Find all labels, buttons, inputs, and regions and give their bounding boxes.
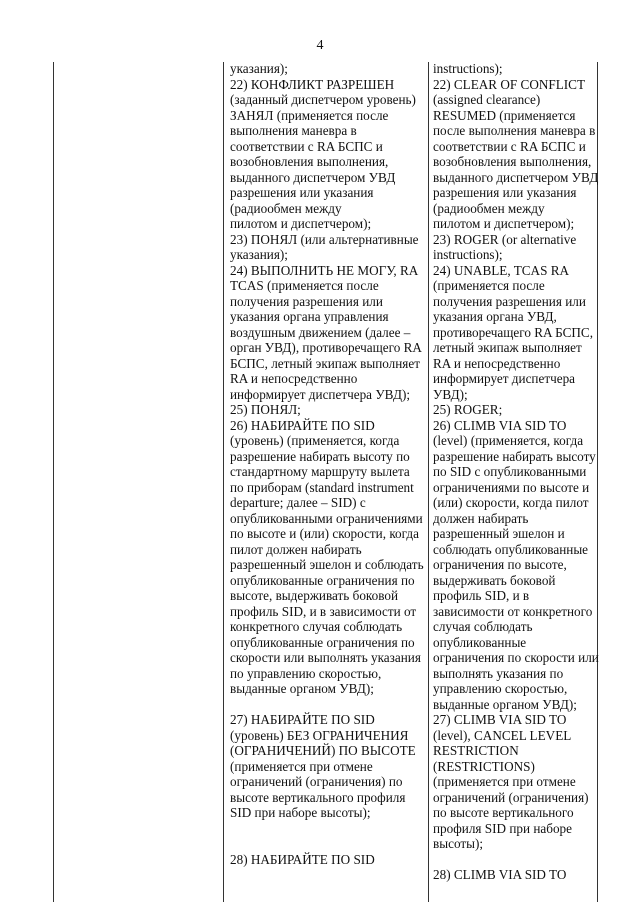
text-line: разрешение набирать высоту bbox=[433, 448, 596, 464]
text-line: SID при наборе высоты); bbox=[230, 805, 371, 820]
text-line: орган УВД), противоречащего RA bbox=[230, 340, 422, 355]
text-line: опубликованные ограничения по bbox=[230, 634, 415, 650]
text-line: по управлению скоростью, bbox=[230, 665, 382, 681]
text-line: (применяется после bbox=[433, 278, 545, 293]
text-line: (RESTRICTIONS) bbox=[433, 758, 535, 774]
text-line: опубликованными ограничениями bbox=[230, 510, 423, 526]
text-line: RESUMED (применяется bbox=[433, 107, 576, 123]
text-line: 25) ПОНЯЛ; bbox=[230, 402, 301, 417]
text-line: по SID с опубликованными bbox=[433, 464, 587, 479]
text-line: (применяется при отмене bbox=[433, 774, 576, 789]
text-line: 25) ROGER; bbox=[433, 402, 503, 417]
text-line: высоты); bbox=[433, 836, 484, 851]
text-line: 24) UNABLE, TCAS RA bbox=[433, 262, 570, 278]
text-line bbox=[230, 836, 426, 852]
text-line: ограничениями по высоте и bbox=[433, 479, 590, 495]
text-line: профиль SID, и в зависимости от bbox=[230, 603, 417, 619]
text-line: выполнения маневра в bbox=[230, 123, 357, 138]
text-line: конкретного случая соблюдать bbox=[230, 619, 403, 634]
text-line: выданные органом УВД); bbox=[433, 696, 577, 712]
table-border-left bbox=[53, 62, 54, 902]
text-line: 27) CLIMB VIA SID TO bbox=[433, 712, 567, 727]
text-line: ЗАНЯЛ (применяется после bbox=[230, 107, 389, 123]
text-line: ограничения по высоте, bbox=[433, 557, 567, 572]
text-line: выданные органом УВД); bbox=[230, 681, 374, 696]
text-line: 27) НАБИРАЙТЕ ПО SID bbox=[230, 712, 375, 727]
text-line: скорости или выполнять указания bbox=[230, 650, 421, 665]
text-line: воздушным движением (далее – bbox=[230, 324, 411, 340]
text-line: (уровень) БЕЗ ОГРАНИЧЕНИЯ bbox=[230, 727, 409, 743]
text-line: должен набирать bbox=[433, 510, 529, 526]
text-line: instructions); bbox=[433, 247, 503, 262]
text-line: ограничения по скорости или bbox=[433, 650, 599, 665]
text-line: случая соблюдать bbox=[433, 619, 533, 634]
text-line: разрешенный эшелон и соблюдать bbox=[230, 557, 424, 572]
text-line: летный экипаж выполняет bbox=[433, 340, 582, 355]
text-line: 23) ПОНЯЛ (или альтернативные bbox=[230, 231, 419, 247]
text-line: (ОГРАНИЧЕНИЙ) ПО ВЫСОТЕ bbox=[230, 743, 416, 758]
text-line: (level) (применяется, когда bbox=[433, 433, 584, 448]
russian-column bbox=[230, 61, 426, 867]
text-line: БСПС, летный экипаж выполняет bbox=[230, 355, 420, 371]
text-line: разрешенный эшелон и bbox=[433, 526, 565, 541]
text-line: пилотом и диспетчером); bbox=[433, 216, 575, 231]
text-line: указания); bbox=[230, 247, 288, 262]
text-line: стандартному маршруту вылета bbox=[230, 464, 410, 479]
text-line: ограничений (ограничения) bbox=[433, 789, 589, 805]
english-column bbox=[433, 61, 603, 883]
text-line: TCAS (применяется после bbox=[230, 278, 379, 293]
text-line: (assigned clearance) bbox=[433, 92, 541, 107]
text-line: профиля SID при наборе bbox=[433, 820, 573, 836]
text-line: высоте вертикального профиля bbox=[230, 789, 406, 805]
text-line: разрешения или указания bbox=[230, 185, 374, 200]
text-line: 24) ВЫПОЛНИТЬ НЕ МОГУ, RA bbox=[230, 262, 419, 278]
text-line: разрешения или указания bbox=[433, 185, 577, 200]
text-line: возобновления выполнения, bbox=[230, 154, 389, 169]
text-line bbox=[230, 697, 426, 713]
text-line: 23) ROGER (or alternative bbox=[433, 231, 577, 247]
text-line: противоречащего RA БСПС, bbox=[433, 324, 593, 340]
text-line: высоте, выдерживать боковой bbox=[230, 588, 399, 603]
text-line: соблюдать опубликованные bbox=[433, 541, 589, 557]
text-line: опубликованные bbox=[433, 634, 527, 650]
page-number: 4 bbox=[316, 38, 324, 53]
text-line: опубликованные ограничения по bbox=[230, 572, 415, 588]
text-line: RA и непосредственно bbox=[230, 371, 358, 386]
text-line: разрешение набирать высоту по bbox=[230, 448, 410, 464]
text-line: указания органа управления bbox=[230, 309, 389, 324]
text-line: RESTRICTION bbox=[433, 743, 519, 758]
text-line: 28) CLIMB VIA SID TO bbox=[433, 867, 567, 882]
text-line: управлению скоростью, bbox=[433, 681, 568, 696]
text-line: зависимости от конкретного bbox=[433, 603, 593, 619]
text-line: УВД); bbox=[433, 386, 468, 402]
text-line: выдерживать боковой bbox=[433, 572, 556, 588]
text-line: по высоте вертикального bbox=[433, 805, 574, 820]
text-line: 22) КОНФЛИКТ РАЗРЕШЕН bbox=[230, 76, 395, 92]
text-line: пилотом и диспетчером); bbox=[230, 216, 372, 231]
text-line: выданного диспетчером УВД bbox=[433, 169, 599, 185]
text-line: информирует диспетчера bbox=[433, 371, 576, 386]
text-line bbox=[230, 821, 426, 837]
text-line: профиль SID, и в bbox=[433, 588, 530, 603]
text-line: ограничений (ограничения) по bbox=[230, 774, 403, 789]
text-line: получения разрешения или bbox=[230, 293, 383, 309]
text-line: соответствии с RA БСПС и bbox=[433, 138, 586, 154]
text-line: (уровень) (применяется, когда bbox=[230, 433, 400, 448]
text-line: выполнять указания по bbox=[433, 665, 564, 681]
text-line: получения разрешения или bbox=[433, 293, 586, 309]
text-line: 28) НАБИРАЙТЕ ПО SID bbox=[230, 851, 375, 867]
text-line: по приборам (standard instrument bbox=[230, 479, 414, 495]
text-line: возобновления выполнения, bbox=[433, 154, 592, 169]
text-line: указания); bbox=[230, 61, 288, 76]
table-border-mid-left bbox=[223, 62, 224, 902]
text-line: (радиообмен между bbox=[433, 200, 545, 216]
text-line: (радиообмен между bbox=[230, 200, 342, 216]
text-line: (level), CANCEL LEVEL bbox=[433, 727, 572, 743]
text-line: выданного диспетчером УВД bbox=[230, 169, 396, 185]
text-line: после выполнения маневра в bbox=[433, 123, 596, 138]
text-line: по высоте и (или) скорости, когда bbox=[230, 526, 419, 541]
text-line: 22) CLEAR OF CONFLICT bbox=[433, 76, 586, 92]
text-line: пилот должен набирать bbox=[230, 541, 362, 557]
text-line: указания органа УВД, bbox=[433, 309, 557, 324]
text-line: 26) НАБИРАЙТЕ ПО SID bbox=[230, 417, 375, 433]
text-line: 26) CLIMB VIA SID TO bbox=[433, 417, 567, 433]
text-line: RA и непосредственно bbox=[433, 355, 561, 371]
text-line: (или) скорости, когда пилот bbox=[433, 495, 589, 510]
text-line: departure; далее – SID) с bbox=[230, 495, 366, 510]
text-line: (применяется при отмене bbox=[230, 758, 373, 774]
text-line: соответствии с RA БСПС и bbox=[230, 138, 383, 154]
table-border-mid-right bbox=[428, 62, 429, 902]
text-line bbox=[433, 852, 603, 868]
text-line: (заданный диспетчером уровень) bbox=[230, 92, 416, 107]
text-line: instructions); bbox=[433, 61, 503, 76]
text-line: информирует диспетчера УВД); bbox=[230, 386, 411, 402]
